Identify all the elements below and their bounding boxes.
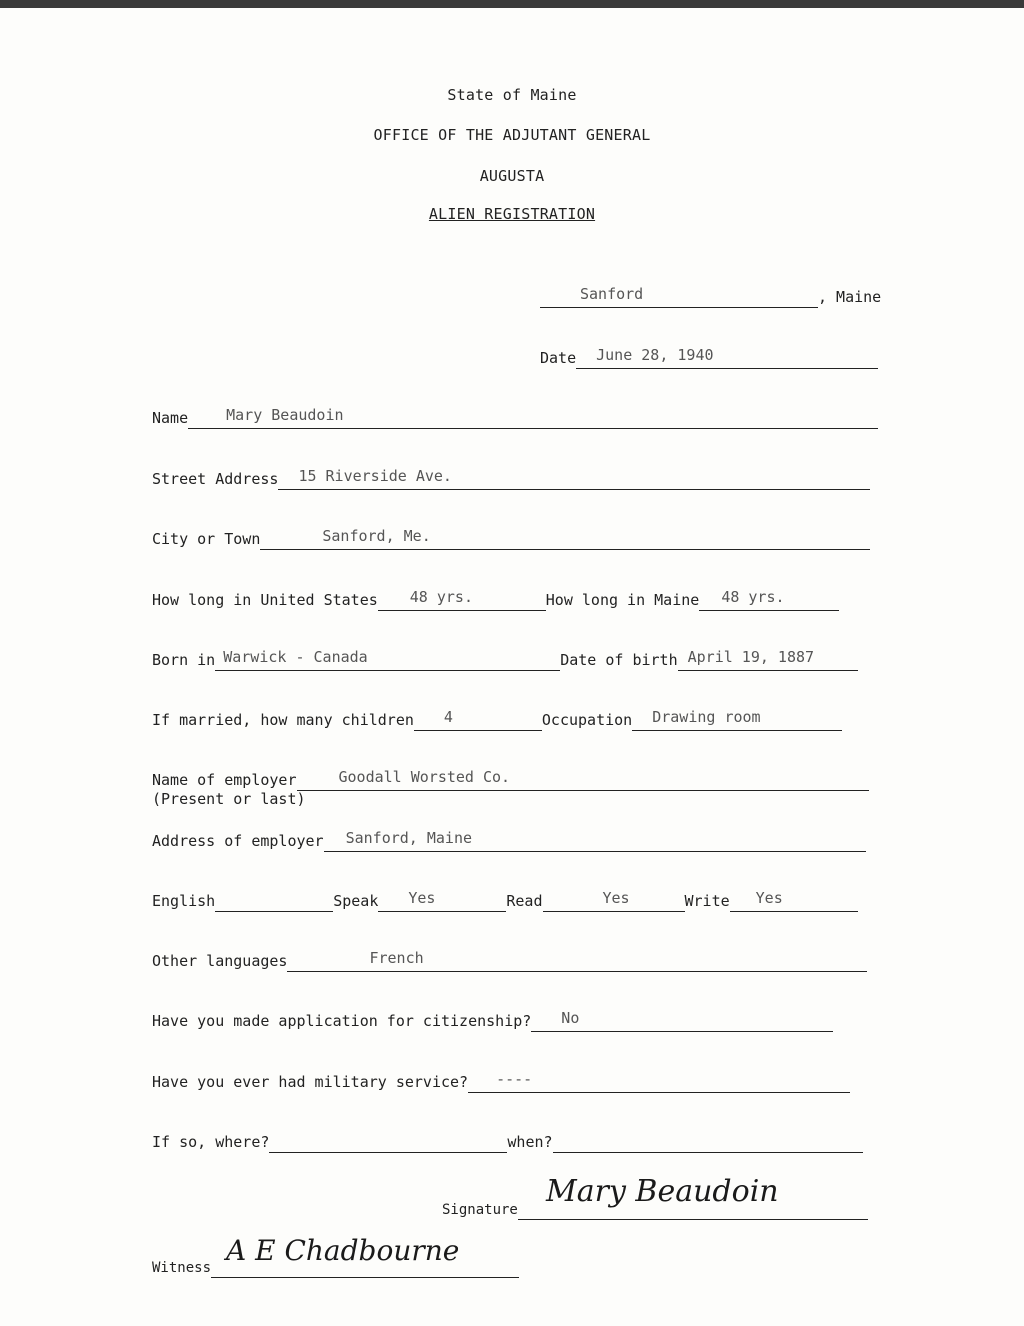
name-value: Mary Beaudoin [226, 406, 344, 424]
occupation-value: Drawing room [652, 708, 761, 726]
form-title: ALIEN REGISTRATION [428, 205, 596, 223]
employer-field[interactable] [297, 769, 869, 791]
us-duration-field[interactable] [378, 589, 546, 611]
citizenship-label: Have you made application for citizenship? [152, 1012, 532, 1030]
other-languages-field[interactable] [287, 950, 867, 972]
employer-address-value: Sanford, Maine [345, 829, 473, 847]
english-row [152, 888, 858, 912]
occupation-field[interactable] [632, 709, 842, 731]
name-label: Name [152, 409, 189, 427]
dob-field[interactable] [678, 649, 858, 671]
employer-value: Goodall Worsted Co. [338, 768, 511, 786]
born-field[interactable] [215, 649, 560, 671]
employer-address-row [152, 828, 866, 852]
signature-handwriting: Mary Beaudoin [546, 1174, 779, 1209]
street-value: 15 Riverside Ave. [298, 467, 452, 485]
employer-row [152, 767, 869, 791]
maine-duration-field[interactable] [699, 589, 839, 611]
where-field[interactable] [269, 1131, 507, 1153]
maine-duration-label: How long in Maine [545, 591, 700, 609]
us-duration-label: How long in United States [152, 591, 378, 609]
header-city: AUGUSTA [479, 167, 545, 185]
city-field[interactable] [260, 528, 870, 550]
header-office: OFFICE OF THE ADJUTANT GENERAL [373, 126, 651, 144]
date-row [540, 345, 878, 369]
employer-sublabel: (Present or last) [152, 790, 306, 808]
signature-label: Signature [442, 1202, 518, 1218]
where-label: If so, where? [152, 1133, 270, 1151]
write-value: Yes [755, 889, 783, 907]
date-value: June 28, 1940 [596, 346, 714, 364]
military-value: ---- [496, 1070, 533, 1088]
citizenship-row [152, 1008, 833, 1032]
maine-duration-value: 48 yrs. [721, 588, 785, 606]
name-field[interactable] [188, 407, 878, 429]
city-label: City or Town [152, 530, 261, 548]
read-label: Read [506, 892, 543, 910]
scan-top-edge [0, 0, 1024, 8]
read-field[interactable] [543, 890, 685, 912]
date-label: Date [540, 349, 577, 367]
write-field[interactable] [730, 890, 858, 912]
speak-field[interactable] [378, 890, 506, 912]
city-row [152, 526, 870, 550]
place-value: Sanford [580, 285, 644, 303]
children-row [152, 707, 842, 731]
born-label: Born in [152, 651, 216, 669]
place-row [540, 284, 881, 308]
date-field[interactable] [576, 347, 878, 369]
occupation-label: Occupation [541, 711, 633, 729]
children-value: 4 [443, 708, 453, 726]
speak-value: Yes [408, 889, 436, 907]
duration-row [152, 587, 839, 611]
employer-address-label: Address of employer [152, 832, 324, 850]
children-label: If married, how many children [152, 711, 414, 729]
military-row [152, 1069, 850, 1093]
name-row [152, 405, 878, 429]
witness-label: Witness [152, 1260, 212, 1276]
street-field[interactable] [278, 468, 870, 490]
employer-address-field[interactable] [324, 830, 866, 852]
military-label: Have you ever had military service? [152, 1073, 469, 1091]
when-field[interactable] [553, 1131, 863, 1153]
street-row [152, 466, 870, 490]
children-field[interactable] [414, 709, 542, 731]
other-languages-label: Other languages [152, 952, 288, 970]
dob-value: April 19, 1887 [687, 648, 815, 666]
read-value: Yes [602, 889, 630, 907]
place-field[interactable] [540, 286, 818, 308]
witness-handwriting: A E Chadbourne [226, 1234, 460, 1267]
header-state: State of Maine [447, 86, 577, 104]
citizenship-field[interactable] [531, 1010, 833, 1032]
born-value: Warwick - Canada [223, 648, 368, 666]
where-when-row [152, 1129, 863, 1153]
other-languages-value: French [369, 949, 424, 967]
speak-label: Speak [333, 892, 379, 910]
place-state-suffix: , Maine [818, 288, 882, 306]
other-languages-row [152, 948, 867, 972]
citizenship-value: No [561, 1009, 580, 1027]
employer-label: Name of employer [152, 771, 297, 789]
military-field[interactable] [468, 1071, 850, 1093]
when-label: when? [507, 1133, 553, 1151]
english-field[interactable] [215, 890, 333, 912]
write-label: Write [684, 892, 730, 910]
dob-label: Date of birth [560, 651, 678, 669]
birth-row [152, 647, 858, 671]
city-value: Sanford, Me. [322, 527, 431, 545]
english-label: English [152, 892, 216, 910]
us-duration-value: 48 yrs. [409, 588, 473, 606]
street-label: Street Address [152, 470, 279, 488]
